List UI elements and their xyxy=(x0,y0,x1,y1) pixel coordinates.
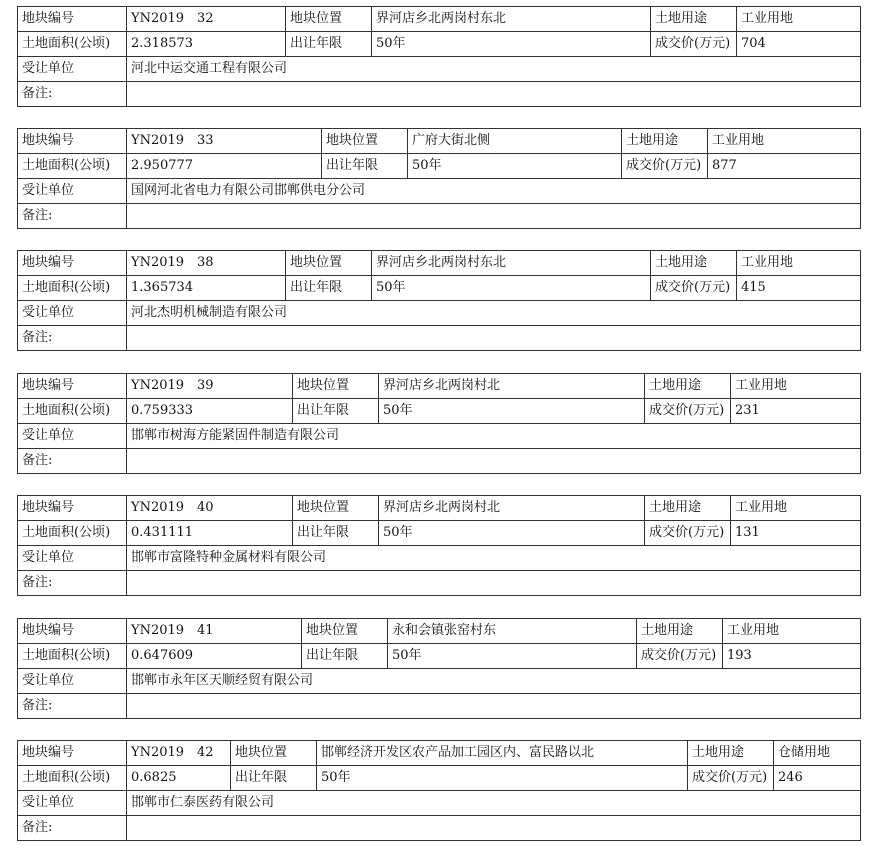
label-parcel-no: 地块编号 xyxy=(18,251,127,276)
label-parcel-no: 地块编号 xyxy=(18,129,127,154)
remark-value xyxy=(127,816,861,841)
parcel-no-value: YN2019 32 xyxy=(127,7,286,32)
table-row xyxy=(18,741,861,766)
parcel-no-value: YN2019 41 xyxy=(127,619,302,644)
label-price: 成交价(万元) xyxy=(688,766,774,791)
table-row xyxy=(18,57,861,82)
label-location: 地块位置 xyxy=(286,251,372,276)
table-row xyxy=(18,619,861,644)
label-term: 出让年限 xyxy=(231,766,317,791)
label-assignee: 受让单位 xyxy=(18,57,127,82)
label-price: 成交价(万元) xyxy=(622,154,708,179)
label-area: 土地面积(公顷) xyxy=(18,276,127,301)
remark-value xyxy=(127,571,861,596)
parcel-table-1 xyxy=(17,6,861,107)
use-value: 工业用地 xyxy=(731,374,861,399)
label-assignee: 受让单位 xyxy=(18,546,127,571)
label-term: 出让年限 xyxy=(302,644,388,669)
label-remark: 备注: xyxy=(18,82,127,107)
term-value: 50年 xyxy=(372,276,651,301)
assignee-value: 邯郸市树海方能紧固件制造有限公司 xyxy=(127,424,861,449)
assignee-value: 国网河北省电力有限公司邯郸供电分公司 xyxy=(127,179,861,204)
location-value: 界河店乡北两岗村北 xyxy=(379,374,645,399)
term-value: 50年 xyxy=(379,521,645,546)
assignee-value: 河北中运交通工程有限公司 xyxy=(127,57,861,82)
location-value: 界河店乡北两岗村北 xyxy=(379,496,645,521)
label-use: 土地用途 xyxy=(651,7,737,32)
label-parcel-no: 地块编号 xyxy=(18,741,127,766)
area-value: 0.647609 xyxy=(127,644,302,669)
location-value: 界河店乡北两岗村东北 xyxy=(372,7,651,32)
price-value: 877 xyxy=(708,154,861,179)
remark-value xyxy=(127,694,861,719)
table-row xyxy=(18,154,861,179)
label-parcel-no: 地块编号 xyxy=(18,374,127,399)
term-value: 50年 xyxy=(379,399,645,424)
area-value: 0.759333 xyxy=(127,399,293,424)
remark-value xyxy=(127,326,861,351)
use-value: 工业用地 xyxy=(737,251,861,276)
label-price: 成交价(万元) xyxy=(645,521,731,546)
label-remark: 备注: xyxy=(18,694,127,719)
label-use: 土地用途 xyxy=(645,374,731,399)
label-remark: 备注: xyxy=(18,449,127,474)
area-value: 0.431111 xyxy=(127,521,293,546)
term-value: 50年 xyxy=(388,644,637,669)
parcel-table-4 xyxy=(17,373,861,474)
label-price: 成交价(万元) xyxy=(645,399,731,424)
parcel-no-value: YN2019 33 xyxy=(127,129,322,154)
label-area: 土地面积(公顷) xyxy=(18,766,127,791)
label-location: 地块位置 xyxy=(302,619,388,644)
label-parcel-no: 地块编号 xyxy=(18,7,127,32)
table-row xyxy=(18,32,861,57)
label-use: 土地用途 xyxy=(651,251,737,276)
table-row xyxy=(18,449,861,474)
label-price: 成交价(万元) xyxy=(651,32,737,57)
label-area: 土地面积(公顷) xyxy=(18,154,127,179)
label-use: 土地用途 xyxy=(688,741,774,766)
use-value: 仓储用地 xyxy=(774,741,861,766)
price-value: 131 xyxy=(731,521,861,546)
label-price: 成交价(万元) xyxy=(637,644,723,669)
label-area: 土地面积(公顷) xyxy=(18,521,127,546)
area-value: 0.6825 xyxy=(127,766,231,791)
label-term: 出让年限 xyxy=(322,154,408,179)
table-row xyxy=(18,7,861,32)
label-remark: 备注: xyxy=(18,816,127,841)
label-assignee: 受让单位 xyxy=(18,669,127,694)
use-value: 工业用地 xyxy=(731,496,861,521)
area-value: 2.950777 xyxy=(127,154,322,179)
table-row xyxy=(18,204,861,229)
location-value: 永和会镇张窑村东 xyxy=(388,619,637,644)
table-row xyxy=(18,521,861,546)
assignee-value: 邯郸市仁泰医药有限公司 xyxy=(127,791,861,816)
use-value: 工业用地 xyxy=(708,129,861,154)
use-value: 工业用地 xyxy=(737,7,861,32)
table-row xyxy=(18,179,861,204)
location-value: 广府大街北侧 xyxy=(408,129,622,154)
term-value: 50年 xyxy=(372,32,651,57)
remark-value xyxy=(127,82,861,107)
table-row xyxy=(18,276,861,301)
label-assignee: 受让单位 xyxy=(18,179,127,204)
label-assignee: 受让单位 xyxy=(18,424,127,449)
label-location: 地块位置 xyxy=(293,374,379,399)
parcel-table-2 xyxy=(17,128,861,229)
assignee-value: 河北杰明机械制造有限公司 xyxy=(127,301,861,326)
parcel-table-6 xyxy=(17,618,861,719)
location-value: 界河店乡北两岗村东北 xyxy=(372,251,651,276)
label-area: 土地面积(公顷) xyxy=(18,399,127,424)
table-row xyxy=(18,669,861,694)
assignee-value: 邯郸市永年区天顺经贸有限公司 xyxy=(127,669,861,694)
price-value: 193 xyxy=(723,644,861,669)
label-parcel-no: 地块编号 xyxy=(18,496,127,521)
price-value: 246 xyxy=(774,766,861,791)
term-value: 50年 xyxy=(408,154,622,179)
label-location: 地块位置 xyxy=(286,7,372,32)
parcel-table-3 xyxy=(17,250,861,351)
parcel-table-7 xyxy=(17,740,861,841)
table-row xyxy=(18,326,861,351)
table-row xyxy=(18,546,861,571)
label-area: 土地面积(公顷) xyxy=(18,32,127,57)
area-value: 2.318573 xyxy=(127,32,286,57)
label-assignee: 受让单位 xyxy=(18,301,127,326)
label-term: 出让年限 xyxy=(286,32,372,57)
label-use: 土地用途 xyxy=(645,496,731,521)
label-location: 地块位置 xyxy=(293,496,379,521)
parcel-no-value: YN2019 40 xyxy=(127,496,293,521)
table-row xyxy=(18,374,861,399)
table-row xyxy=(18,82,861,107)
table-row xyxy=(18,301,861,326)
label-parcel-no: 地块编号 xyxy=(18,619,127,644)
price-value: 231 xyxy=(731,399,861,424)
table-row xyxy=(18,251,861,276)
parcel-no-value: YN2019 38 xyxy=(127,251,286,276)
label-term: 出让年限 xyxy=(286,276,372,301)
assignee-value: 邯郸市富隆特种金属材料有限公司 xyxy=(127,546,861,571)
label-term: 出让年限 xyxy=(293,399,379,424)
label-use: 土地用途 xyxy=(637,619,723,644)
table-row xyxy=(18,496,861,521)
label-location: 地块位置 xyxy=(231,741,317,766)
parcel-no-value: YN2019 42 xyxy=(127,741,231,766)
label-assignee: 受让单位 xyxy=(18,791,127,816)
price-value: 415 xyxy=(737,276,861,301)
table-row xyxy=(18,766,861,791)
table-row xyxy=(18,694,861,719)
price-value: 704 xyxy=(737,32,861,57)
table-row xyxy=(18,644,861,669)
location-value: 邯郸经济开发区农产品加工园区内、富民路以北 xyxy=(317,741,688,766)
table-row xyxy=(18,791,861,816)
label-location: 地块位置 xyxy=(322,129,408,154)
label-use: 土地用途 xyxy=(622,129,708,154)
table-row xyxy=(18,571,861,596)
label-price: 成交价(万元) xyxy=(651,276,737,301)
table-row xyxy=(18,424,861,449)
use-value: 工业用地 xyxy=(723,619,861,644)
area-value: 1.365734 xyxy=(127,276,286,301)
label-term: 出让年限 xyxy=(293,521,379,546)
remark-value xyxy=(127,449,861,474)
label-remark: 备注: xyxy=(18,326,127,351)
label-remark: 备注: xyxy=(18,204,127,229)
label-remark: 备注: xyxy=(18,571,127,596)
table-row xyxy=(18,129,861,154)
label-area: 土地面积(公顷) xyxy=(18,644,127,669)
table-row xyxy=(18,399,861,424)
term-value: 50年 xyxy=(317,766,688,791)
parcel-no-value: YN2019 39 xyxy=(127,374,293,399)
remark-value xyxy=(127,204,861,229)
parcel-table-5 xyxy=(17,495,861,596)
table-row xyxy=(18,816,861,841)
